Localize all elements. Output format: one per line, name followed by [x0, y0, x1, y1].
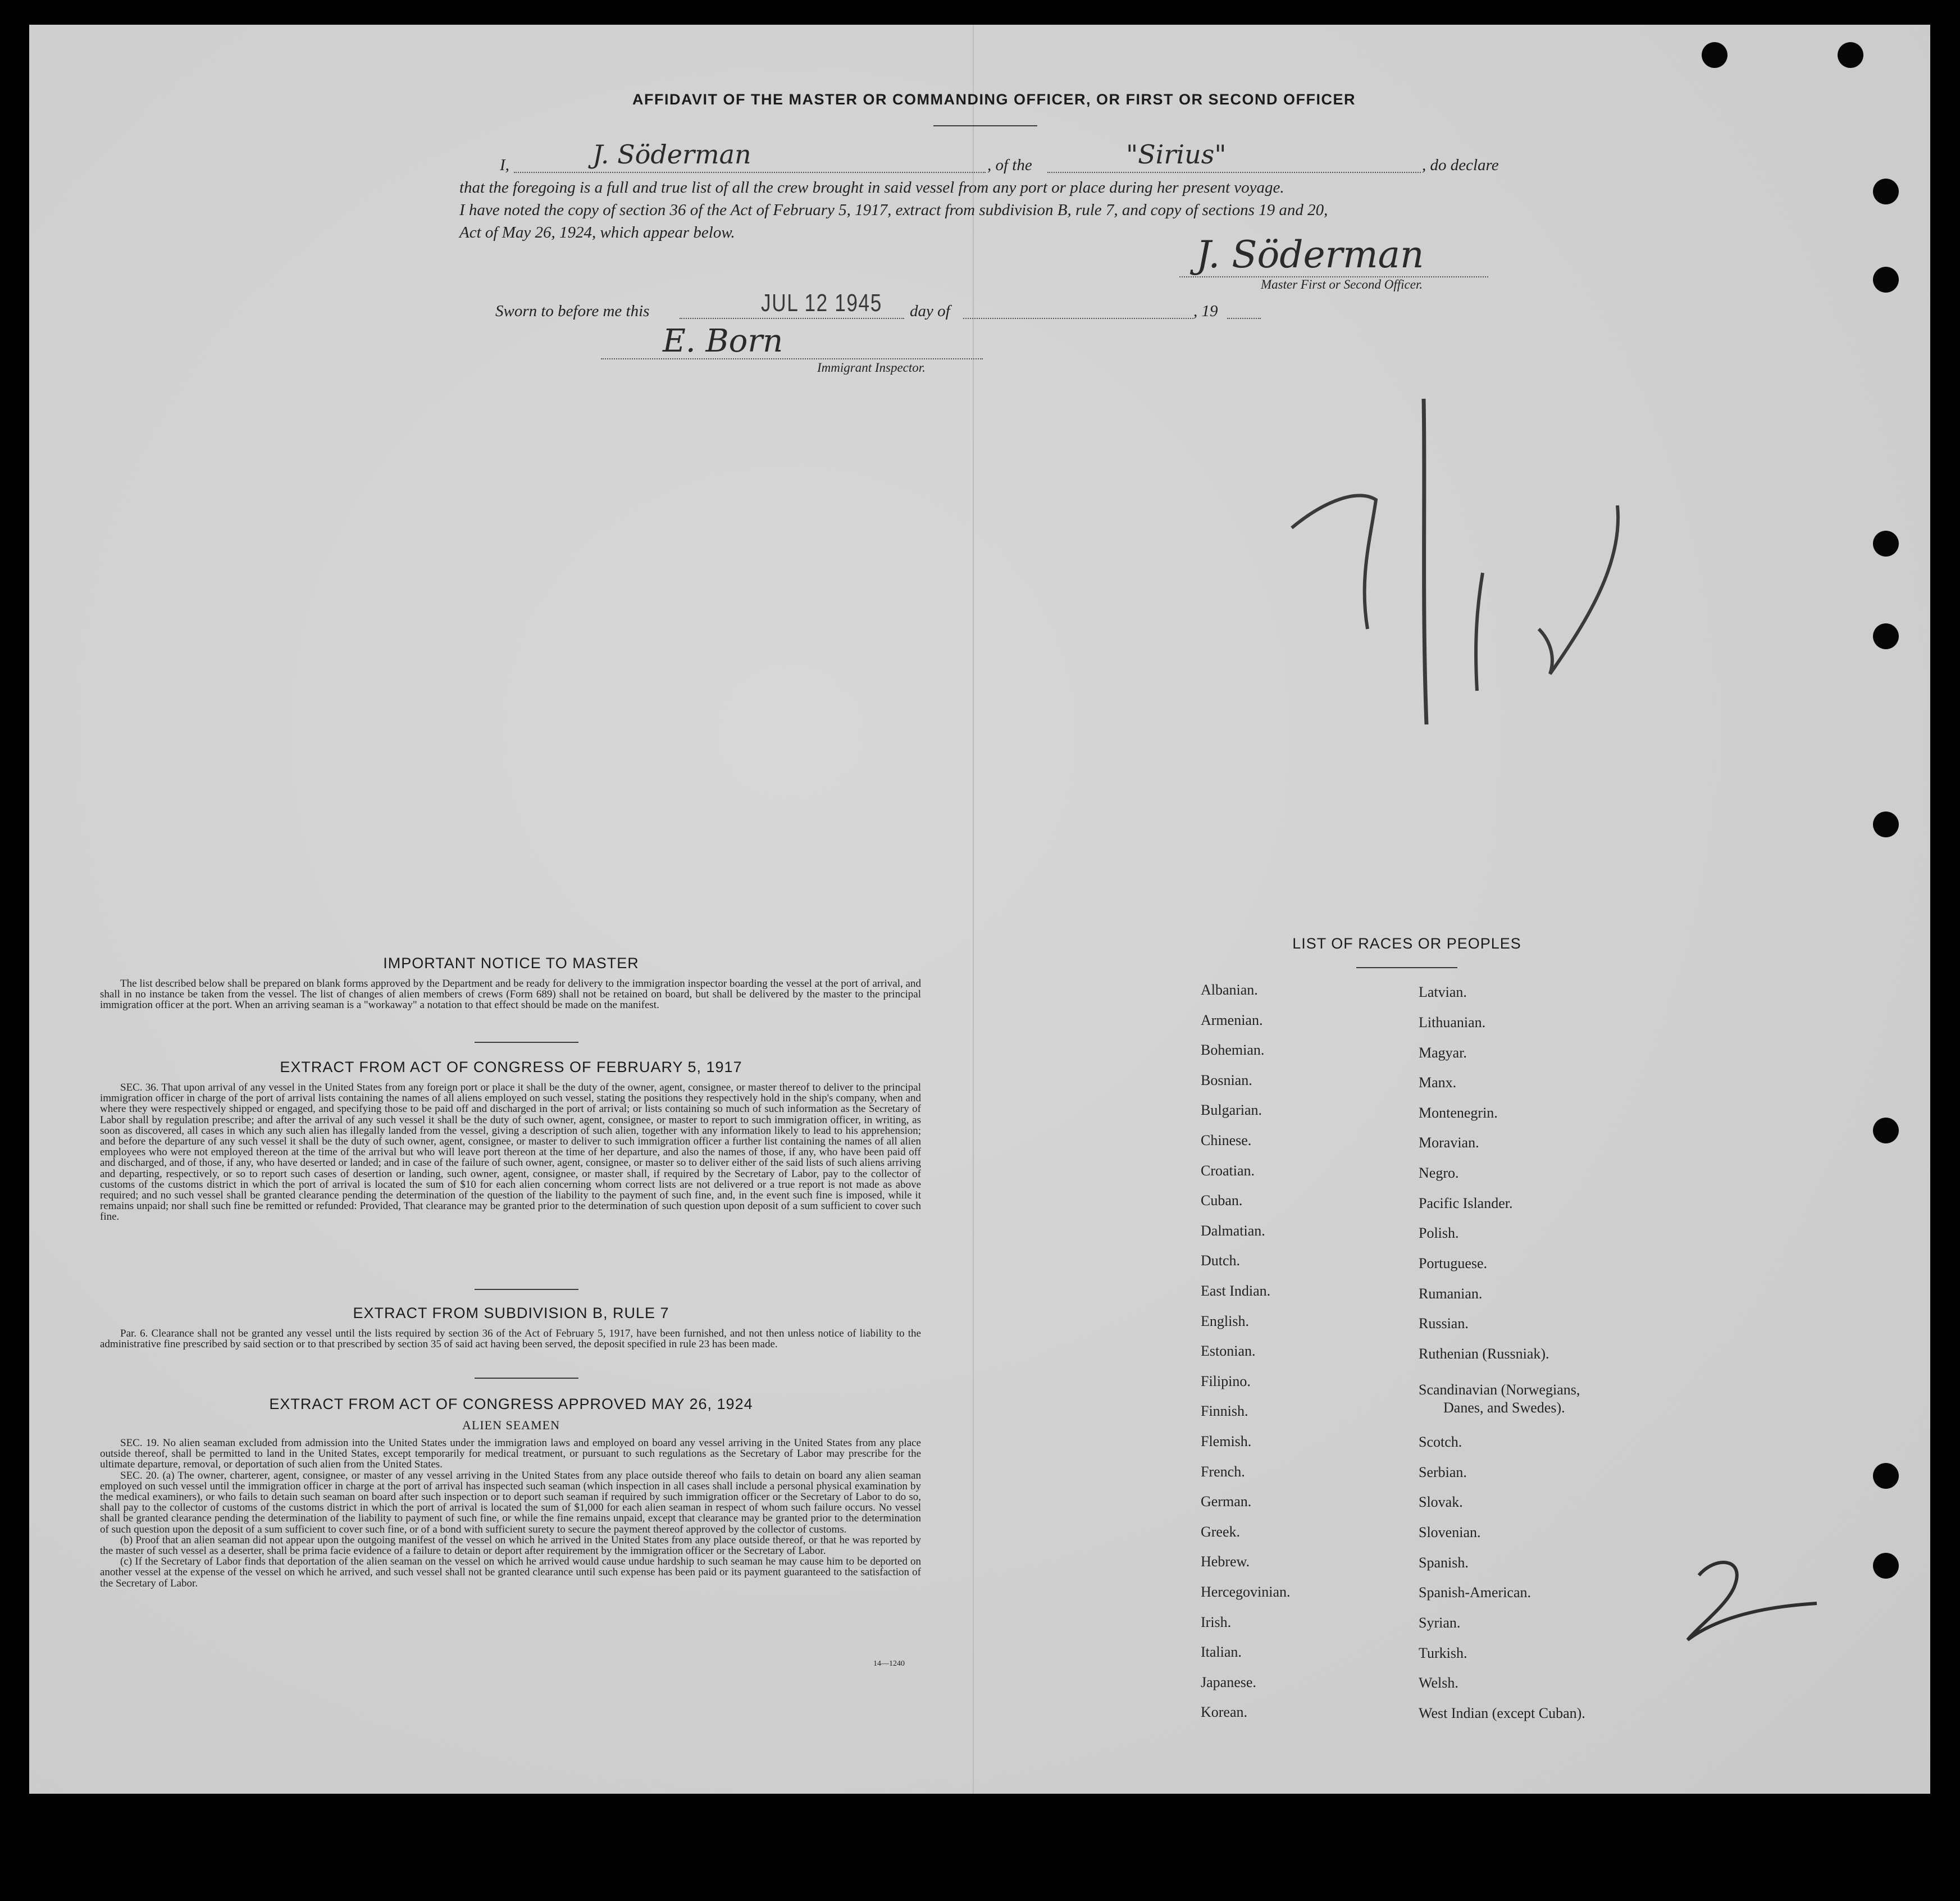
- handwritten-page-number: [1676, 1553, 1822, 1654]
- race-item: Irish.: [1201, 1613, 1232, 1630]
- race-item: Hercegovinian.: [1201, 1584, 1291, 1600]
- race-item: French.: [1201, 1463, 1245, 1480]
- month-line: [963, 318, 1193, 319]
- of-the-label: , of the: [987, 156, 1032, 174]
- race-item: Bulgarian.: [1201, 1102, 1262, 1119]
- sworn-date-line: [680, 318, 904, 319]
- race-item: Slovenian.: [1419, 1524, 1481, 1540]
- race-item: Magyar.: [1419, 1045, 1467, 1061]
- extract-1917-title: EXTRACT FROM ACT OF CONGRESS OF FEBRUARY 5, 1917: [280, 1059, 742, 1075]
- race-item: Polish.: [1419, 1225, 1459, 1241]
- race-item: West Indian (except Cuban).: [1419, 1705, 1585, 1721]
- race-item: Montenegrin.: [1419, 1105, 1498, 1121]
- affidavit-title: AFFIDAVIT OF THE MASTER OR COMMANDING OFFICER, OR FIRST OR SECOND OFFICER: [632, 91, 1356, 108]
- handwritten-date-mark: [1275, 393, 1634, 730]
- punch-hole: [1873, 531, 1899, 557]
- race-item: Croatian.: [1201, 1162, 1255, 1179]
- master-signature-caption: Master First or Second Officer.: [1261, 277, 1423, 291]
- race-item: Danes, and Swedes).: [1443, 1399, 1565, 1416]
- race-item: Manx.: [1419, 1074, 1457, 1091]
- races-title: LIST OF RACES OR PEOPLES: [1292, 935, 1521, 952]
- punch-hole: [1873, 1463, 1899, 1489]
- race-item: Cuban.: [1201, 1192, 1243, 1209]
- received-date-stamp: JUL 12 1945: [761, 289, 882, 317]
- punch-hole: [1873, 623, 1899, 649]
- punch-hole: [1838, 42, 1863, 68]
- notice-body: [100, 978, 921, 1011]
- race-item: Korean.: [1201, 1704, 1248, 1721]
- section-20a-paragraph: SEC. 20. (a) The owner, charterer, agent, consignee, or master of any vessel arriving in the United States from any place outside thereof who fails to detain on board any alien seaman employed on such vessel until the immigration officer in charge at the port of arrival has inspected such seaman (which inspection in all cases shall include a personal physical examination by the medical examiners), or who fails to detain such seaman on board after such inspection or to deport such seaman if required by such immigration officer or the Secretary of Labor to do so, shall pay to the collector of customs of the customs district in which the port of arrival is located the sum of $1,000 for each alien seaman in respect of whom such failure occurs. No vessel shall be granted clearance pending the determination of the liability to payment of such fine, or while the fine remains unpaid, except that clearance may be granted prior to the determination of such question upon the deposit of a sum sufficient to cover such fine, or of a bond with sufficient surety to secure the payment thereof approved by the collector of customs.: [100, 1469, 921, 1535]
- race-item: Finnish.: [1201, 1403, 1248, 1420]
- race-item: Portuguese.: [1419, 1255, 1488, 1271]
- race-item: Slovak.: [1419, 1494, 1463, 1510]
- punch-hole: [1873, 267, 1899, 293]
- year-line: [1227, 318, 1261, 319]
- year-label: , 19: [1193, 302, 1218, 320]
- rule-7-body: [100, 1328, 921, 1350]
- race-item: Lithuanian.: [1419, 1014, 1486, 1031]
- punch-hole: [1873, 812, 1899, 837]
- race-item: Filipino.: [1201, 1373, 1251, 1389]
- day-of-label: day of: [910, 302, 950, 320]
- race-item: Spanish.: [1419, 1554, 1469, 1571]
- race-item: Ruthenian (Russniak).: [1419, 1346, 1549, 1362]
- punch-hole: [1702, 42, 1727, 68]
- rule-7-title: EXTRACT FROM SUBDIVISION B, RULE 7: [353, 1305, 669, 1321]
- race-item: Dalmatian.: [1201, 1222, 1265, 1239]
- race-item: Russian.: [1419, 1315, 1469, 1332]
- extract-1917-body: [100, 1082, 921, 1223]
- master-name-line: [514, 172, 986, 173]
- race-item: Hebrew.: [1201, 1553, 1250, 1570]
- race-item: Estonian.: [1201, 1343, 1256, 1360]
- race-item: Serbian.: [1419, 1464, 1467, 1480]
- races-divider: [1356, 967, 1457, 968]
- race-item: Armenian.: [1201, 1011, 1263, 1028]
- section-19-paragraph: SEC. 19. No alien seaman excluded from admission into the United States under the immigration laws and employed on board any vessel arriving in the United States from any place outside thereof, shall be permitted to land in the United States, except temporarily for medical treatment, or pursuant to such regulations as the Secretary of Labor may prescribe for the ultimate departure, removal, or deportation of such alien from the United States.: [100, 1437, 921, 1471]
- punch-hole: [1873, 1553, 1899, 1579]
- race-item: Italian.: [1201, 1644, 1242, 1661]
- punch-hole: [1873, 179, 1899, 204]
- notice-title: IMPORTANT NOTICE TO MASTER: [383, 955, 639, 972]
- race-item: Dutch.: [1201, 1252, 1241, 1269]
- race-item: Scandinavian (Norwegians,: [1419, 1382, 1580, 1398]
- extract-1924-body: [100, 1438, 921, 1589]
- affidavit-line-3: I have noted the copy of section 36 of the Act of February 5, 1917, extract from subdivision B, rule 7, and copy of sections 19 and 20,: [459, 201, 1328, 219]
- center-fold: [973, 25, 974, 1794]
- do-declare-label: , do declare: [1422, 156, 1499, 174]
- master-name: J. Söderman: [592, 139, 751, 170]
- section-20c-paragraph: (c) If the Secretary of Labor finds that deportation of the alien seaman on the vessel on which he arrived would cause undue hardship to such seaman he may cause him to be deported on another vessel at the expense of the vessel on which he arrived, and such vessel shall not be granted clearance until such expense has been paid or its payment guaranteed to the satisfaction of the Secretary of Labor.: [100, 1556, 921, 1589]
- affidavit-line-4: Act of May 26, 1924, which appear below.: [459, 224, 735, 241]
- race-item: English.: [1201, 1312, 1249, 1329]
- inspector-signature-line: [601, 358, 983, 359]
- affidavit-line-2: that the foregoing is a full and true list of all the crew brought in said vessel from any port or place during her present voyage.: [459, 179, 1284, 197]
- race-item: Chinese.: [1201, 1132, 1252, 1148]
- race-item: East Indian.: [1201, 1283, 1271, 1299]
- race-item: Negro.: [1419, 1165, 1459, 1181]
- race-item: Albanian.: [1201, 982, 1258, 998]
- race-item: Turkish.: [1419, 1645, 1467, 1661]
- alien-seamen-subtitle: ALIEN SEAMEN: [462, 1418, 560, 1432]
- race-item: Rumanian.: [1419, 1285, 1483, 1302]
- extract-1917-paragraph: SEC. 36. That upon arrival of any vessel in the United States from any foreign port or place it shall be the duty of the owner, agent, consignee, or master thereof to deliver to the principal immigration officer in charge of the port of arrival lists containing the names of all aliens employed on such vessel, stating the positions they respectively hold in the ship's company, when and where they were respectively shipped or engaged, and specifying those to be paid off and discharged in the port of arrival; or lists containing so much of such information as the Secretary of Labor shall by regulation prescribe; and after the arrival of any such vessel it shall be the duty of such owner, agent, consignee, or master to report to such immigration officer, in writing, as soon as discovered, all cases in which any such alien has illegally landed from the vessel, giving a description of such alien, together with any information likely to lead to his apprehension; and before the departure of any such vessel it shall be the duty of such owner, agent, consignee, or master to deliver to such immigration officer a further list containing the names of all alien employees who were not employed thereon at the time of the arrival but who will leave port thereon at the time of her departure, and also the names of those, if any, who have been paid off and discharged, and of those, if any, who have deserted or landed; and in case of the failure of such owner, agent, consignee, or master so to deliver either of the said lists of such aliens arriving and departing, respectively, or so to report such cases of desertion or landing, such owner, agent, consignee, or master shall, if required by the Secretary of Labor, pay to the collector of customs of the customs district in which the port of arrival is located the sum of $10 for each alien concerning whom correct lists are not delivered or a true report is not made as above required; and no such vessel shall be granted clearance pending the determination of the question of the liability to the payment of such fine, and, in the event such fine is imposed, while it remains unpaid; nor shall such fine be remitted or refunded: Provided, That clearance may be granted prior to the determination of such question upon deposit of a sum sufficient to cover such fine.: [100, 1082, 921, 1223]
- race-item: Welsh.: [1419, 1675, 1458, 1691]
- race-item: Spanish-American.: [1419, 1584, 1531, 1601]
- race-item: Pacific Islander.: [1419, 1195, 1513, 1211]
- sworn-label: Sworn to before me this: [495, 302, 650, 320]
- master-signature: J. Söderman: [1196, 233, 1424, 276]
- race-item: Scotch.: [1419, 1434, 1462, 1450]
- rule-7-paragraph: Par. 6. Clearance shall not be granted any vessel until the lists required by section 36 of the Act of February 5, 1917, have been furnished, and not then unless notice of liability to the administrative fine prescribed by said section or to that prescribed by section 35 of said act having been served, the deposit specified in rule 23 has been made.: [100, 1328, 921, 1351]
- race-item: Japanese.: [1201, 1674, 1256, 1690]
- race-item: Greek.: [1201, 1523, 1241, 1540]
- section-20b-paragraph: (b) Proof that an alien seaman did not appear upon the outgoing manifest of the vessel on which he arrived in the United States from any place outside thereof, or that he was reported by the master of such vessel as a deserter, shall be prima facie evidence of a failure to detain or deport after requirement by the immigration officer or the Secretary of Labor.: [100, 1534, 921, 1557]
- affidavit-i-label: I,: [500, 156, 509, 174]
- race-item: Bohemian.: [1201, 1042, 1265, 1059]
- extract-1924-title: EXTRACT FROM ACT OF CONGRESS APPROVED MAY 26, 1924: [269, 1396, 753, 1412]
- extract-1917-divider: [475, 1289, 578, 1290]
- vessel-name-line: [1047, 172, 1421, 173]
- rule-7-divider: [475, 1378, 578, 1379]
- race-item: Syrian.: [1419, 1615, 1461, 1631]
- vessel-name: "Sirius": [1126, 139, 1227, 170]
- title-divider: [933, 125, 1037, 126]
- notice-paragraph: The list described below shall be prepared on blank forms approved by the Department and be ready for delivery to the immigration inspector boarding the vessel at the port of arrival, and shall in no instance be taken from the vessel. The list of changes of alien members of crews (Form 689) shall not be retained on board, but shall be delivered by the master to the principal immigration officer at the port. When an arriving seaman is a "workaway" a notation to that effect should be made on the manifest.: [100, 978, 921, 1011]
- punch-hole: [1873, 1118, 1899, 1143]
- race-item: Bosnian.: [1201, 1072, 1252, 1088]
- inspector-caption: Immigrant Inspector.: [817, 361, 926, 375]
- inspector-signature: E. Born: [663, 323, 783, 359]
- notice-divider: [475, 1042, 578, 1043]
- race-item: Moravian.: [1419, 1134, 1479, 1151]
- race-item: Flemish.: [1201, 1433, 1252, 1449]
- form-number: 14—1240: [873, 1660, 905, 1668]
- race-item: Latvian.: [1419, 984, 1467, 1000]
- race-item: German.: [1201, 1493, 1252, 1510]
